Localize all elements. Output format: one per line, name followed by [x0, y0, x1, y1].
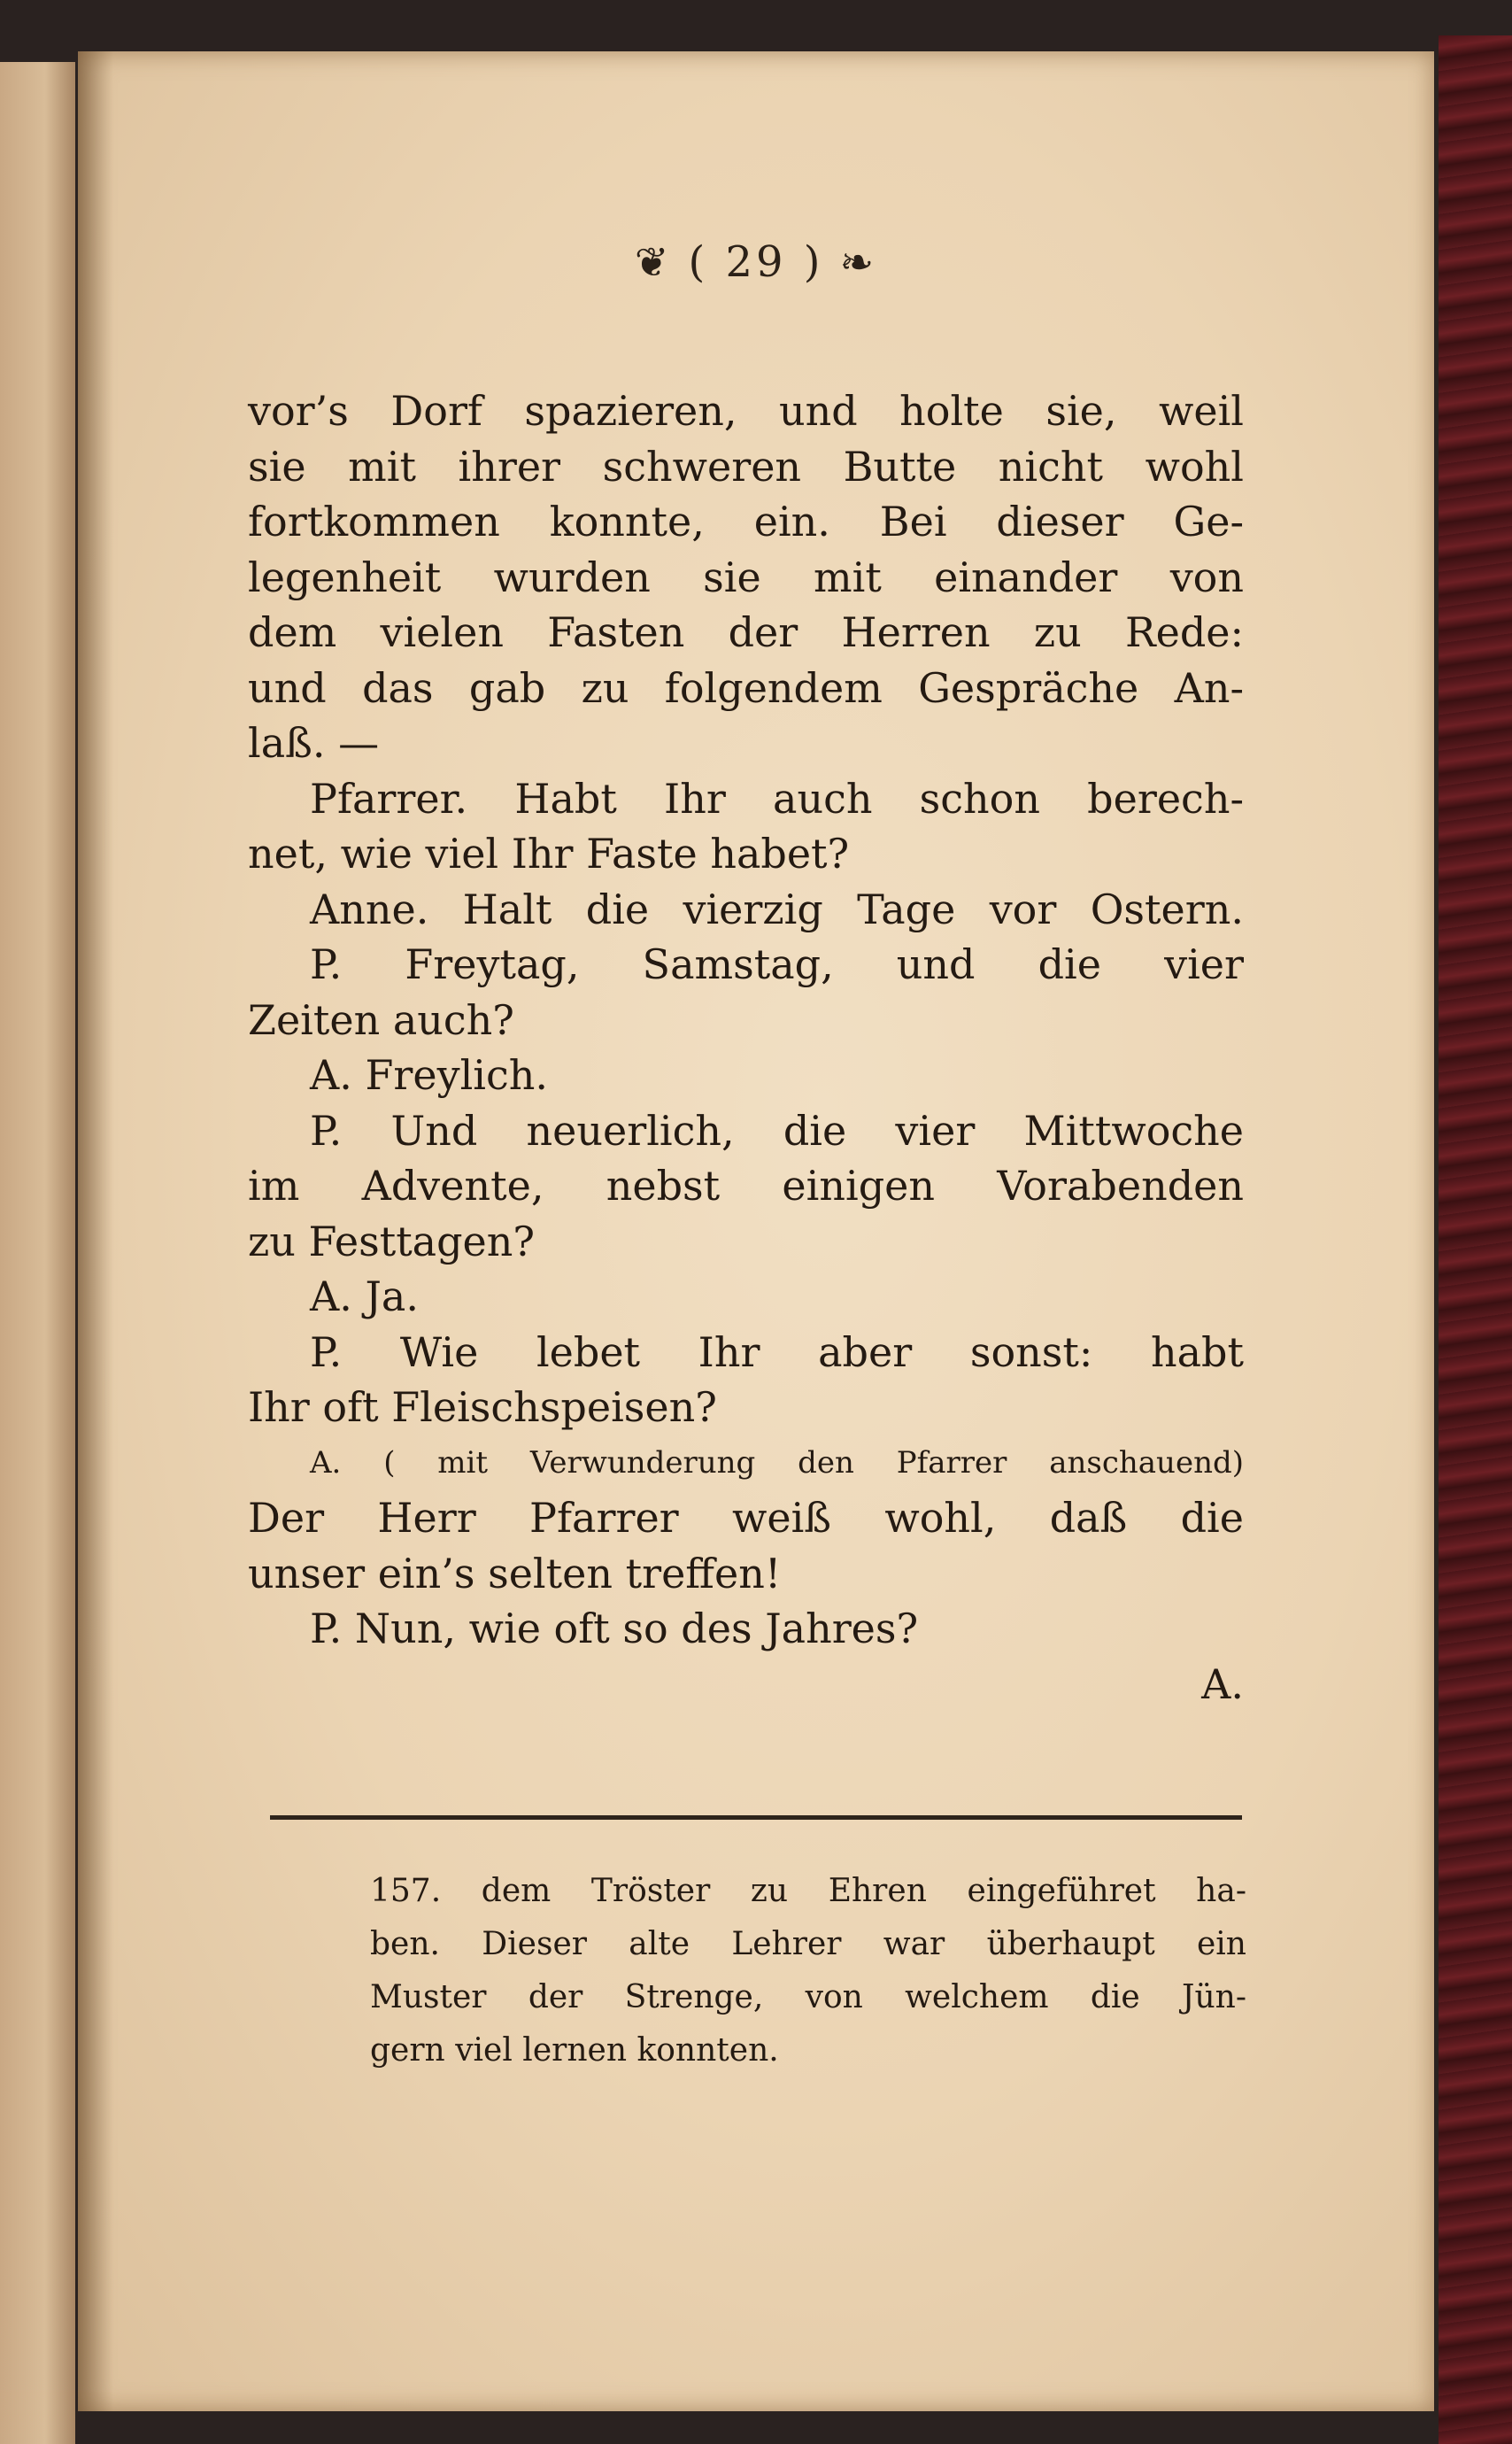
book-page — [78, 51, 1434, 2411]
body-line: legenheit wurden sie mit einander von — [248, 553, 1244, 601]
footnote-line: Muster der Strenge, von welchem die Jün- — [370, 1979, 1246, 2015]
body-line: vor’s Dorf spazieren, und holte sie, weil — [248, 387, 1244, 435]
dialogue-line: A. Freylich. — [310, 1051, 549, 1099]
dialogue-line: Ihr oft Fleischspeisen? — [248, 1383, 717, 1431]
footnote-rule — [270, 1815, 1242, 1820]
dialogue-line: im Advente, nebst einigen Vorabenden — [248, 1162, 1244, 1210]
facing-page-edge — [0, 62, 75, 2444]
dialogue-line: net, wie viel Ihr Faste habet? — [248, 830, 850, 878]
stage-direction-line: A. ( mit Verwunderung den Pfarrer anschauend) — [310, 1444, 1244, 1481]
dialogue-line: P. Nun, wie oft so des Jahres? — [310, 1605, 919, 1652]
dialogue-line: Pfarrer. Habt Ihr auch schon berech- — [310, 774, 1244, 823]
dialogue-line: unser ein’s selten treffen! — [248, 1549, 782, 1597]
body-line: laß. — — [248, 719, 380, 767]
dialogue-line: zu Festtagen? — [248, 1217, 536, 1265]
dialogue-line: A. Ja. — [310, 1272, 419, 1320]
dialogue-line: P. Und neuerlich, die vier Mittwoche — [310, 1106, 1244, 1155]
footnote-line: ben. Dieser alte Lehrer war überhaupt ein — [370, 1926, 1246, 1962]
page-header — [78, 237, 1434, 287]
dialogue-line: Der Herr Pfarrer weiß wohl, daß die — [248, 1494, 1244, 1542]
spine-shadow — [78, 51, 113, 2411]
body-line: dem vielen Fasten der Herren zu Rede: — [248, 608, 1244, 656]
dialogue-line: Zeiten auch? — [248, 995, 514, 1044]
body-line: fortkommen konnte, ein. Bei dieser Ge- — [248, 498, 1244, 545]
page-number: ( 29 ) — [688, 237, 824, 287]
floral-ornament-right-icon: ❧ — [839, 238, 878, 286]
dialogue-line: P. Wie lebet Ihr aber sonst: habt — [310, 1327, 1244, 1376]
page-body — [248, 383, 1244, 1712]
dialogue-line: Anne. Halt die vierzig Tage vor Ostern. — [310, 885, 1244, 933]
floral-ornament-left-icon: ❦ — [634, 238, 673, 286]
footnote-line: 157. dem Tröster zu Ehren eingeführet ha- — [370, 1873, 1246, 1909]
footnote — [370, 1865, 1246, 2077]
footnote-line: gern viel lernen konnten. — [370, 2032, 779, 2069]
catchword: A. — [1201, 1659, 1244, 1708]
body-line: und das gab zu folgendem Gespräche An- — [248, 663, 1244, 712]
body-line: sie mit ihrer schweren Butte nicht wohl — [248, 442, 1244, 491]
dialogue-line: P. Freytag, Samstag, und die vier — [310, 940, 1244, 988]
book-cover-edge — [1439, 35, 1512, 2444]
